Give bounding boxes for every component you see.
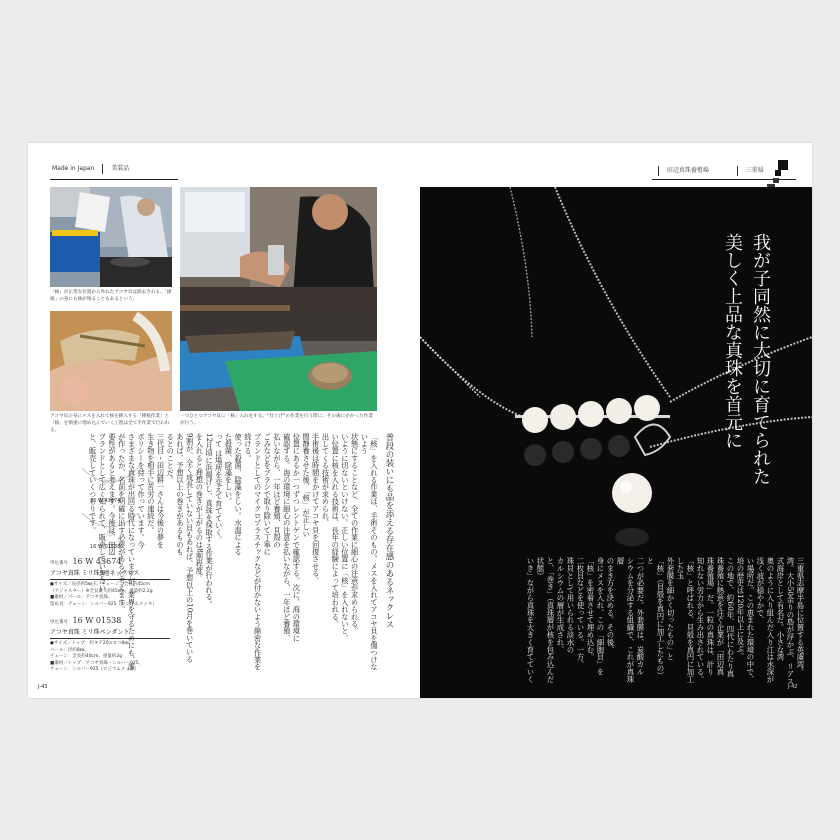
- product-1-label: 申込番号: [50, 561, 68, 566]
- right-body-col-9: 知れない労力から生み出されている。: [696, 557, 705, 683]
- left-body-col-2: 「核」を入れる作業は、手術そのもの。メスを入れてアコヤ貝を傷つけないよう: [360, 433, 379, 671]
- left-body-col-22: 三代目・田辺耕一さんは今後の夢を: [156, 433, 166, 549]
- caption-sorting: 「核」が正常な位置から外れたアコヤ貝は除去される。「掻核」の身にも核が残ることもあるという。: [50, 290, 172, 302]
- right-body-col-5: 培の歴史は120年以上に及ぶ。: [736, 557, 745, 660]
- right-body-col-17: 「核」を密着させて埋め込む。: [586, 557, 595, 661]
- header-section-right: 田辺真珠養殖場: [666, 167, 709, 174]
- right-body-col-7: 珠養殖に熱意を注ぐ企業が「田辺真: [716, 557, 725, 676]
- left-body-col-10: 確認する。海の環境に細心の注意を払いながら、一年ほど養殖、: [282, 433, 292, 642]
- page-number-right: J-42: [788, 684, 798, 690]
- left-body-col-5: い位置に核を入れる技術は、長年の経験によって培われる。: [331, 433, 341, 628]
- product-2-label: 申込番号: [50, 620, 68, 625]
- product-2-spec-4: ■素材／トップ：アコヤ真珠・シルバー925、: [50, 660, 144, 666]
- right-body-text: [526, 557, 805, 685]
- right-body-col-12: 「核」（貝殻を真円に加工したもの）と: [646, 557, 665, 680]
- left-body-col-23: 生き物を相手に苦労の連続だ。: [146, 433, 156, 534]
- magazine-spread: [28, 143, 812, 698]
- left-body-col-16: って は場所を変えて育てていく。: [214, 433, 224, 544]
- right-body-col-16: 身にメスを入れ、この「細胞貝」を: [596, 557, 605, 676]
- left-body-col-24: ポリシーを持って作っています。今: [137, 433, 147, 549]
- left-body-col-27: ブランドとして広く知られて、販売していきたい: [98, 433, 108, 592]
- left-body-col-6: 出してくる技術が求められ、: [321, 433, 331, 527]
- headline-line-2: 美しく上品な真珠を首元に: [722, 233, 743, 449]
- left-body-col-26: 要性があると考えます。今後は、田辺: [108, 433, 118, 556]
- right-body-col-14: シウムを分泌する組織で、これが真珠層: [616, 557, 635, 683]
- left-body-col-13: ブランドとしてのマイクロプラスチックなどが付かないよう綿密な作業を続ける。: [243, 433, 263, 671]
- right-body-col-22: いき」ながら真珠を大きく育てていく: [526, 557, 535, 683]
- right-body-col-18: 二枚貝などを使っている。一方、: [576, 557, 585, 668]
- left-body-col-17: 12月頃に浜揚げし、真珠を採取する作業が行われる。: [205, 433, 215, 608]
- product-2-code: 16 W 01538: [72, 616, 122, 625]
- right-body-col-19: 珠貝として用いられる淡水の: [566, 557, 575, 654]
- left-body-col-18: を入れると理想の巻きが上がるのは8割程度。: [195, 433, 205, 582]
- left-body-col-20: あれば、予想以上の巻きがあるものも: [175, 433, 185, 556]
- photo-oyster-trays: [180, 311, 377, 411]
- right-body-col-8: 珠養殖場」だ。一粒の真珠は、計り: [706, 557, 715, 676]
- product-1-spec-1: ●サイズ／長径約5㎜玉、チェーン：全長約45cm: [50, 582, 150, 587]
- product-1-name: アコヤ真珠 ミリ珠5連ネックレス: [50, 568, 170, 580]
- left-body-col-11: 払いながら、一年ほど養殖、貝殻の: [272, 433, 282, 549]
- left-body-col-21: るとのことだ。: [166, 433, 176, 484]
- product-1-code: 16 W 43674: [72, 557, 122, 566]
- caption-grafting: アコヤ貝の身にメスを入れて核を挿入する「挿核作業」と「核」を慎重に埋め込んでいく工程は全て手作業で行われる。: [50, 414, 170, 433]
- header-category: 美装品: [111, 165, 130, 172]
- product-2-illustration-code: 16 W 01538: [90, 544, 121, 550]
- left-page: [28, 143, 420, 698]
- product-1-spec-3: ■素材／パール：アコヤ真珠、: [50, 595, 113, 600]
- left-body-col-15: た殺菌、除藻をしい。: [224, 433, 234, 505]
- product-2-spec-1: ●サイズ／トップ：約タテ20×ヨコ8㎜、: [50, 641, 134, 646]
- header-rule: [50, 179, 178, 180]
- right-body-col-13: 二つが必要だ。外套膜は、炭酸カル: [636, 557, 645, 676]
- right-body-col-15: のまき方を決める。その後、: [606, 557, 615, 654]
- left-body-col-14: 使った殺菌、除藻をしい。水温による: [234, 433, 244, 556]
- page-number-left: J-43: [38, 684, 48, 690]
- left-body-col-7: 手術後は時間をかけてアコヤ貝を回復させる。: [311, 433, 321, 585]
- right-body-col-10: 「核」と呼ばれる、貝殻を真円に加工した玉: [676, 557, 695, 683]
- header-section: Made in Japan: [52, 165, 95, 172]
- right-body-col-1: 三重県志摩半島に位置する英虞湾。: [796, 557, 805, 676]
- pearl-necklace-photo: [420, 187, 812, 698]
- header-region: 三重県: [745, 167, 764, 174]
- photo-worker-sorting: [50, 187, 172, 287]
- right-body-col-2: 湾。大小50余りの島が浮かぶ、リアス式海岸として有名だ。小さな湾: [776, 557, 795, 685]
- left-header: [52, 163, 129, 174]
- left-body-col-4: いように切ないといけない。正しい位置に「核」を入れないと、: [340, 433, 350, 642]
- left-body-col-12: ごみなどをブラシで取り除いて丁寧に: [263, 433, 273, 556]
- header-divider-right-2: [737, 166, 738, 176]
- product-1-illustration-code: 16 W 43674: [90, 498, 121, 504]
- photo-hands-tool: [50, 311, 172, 411]
- product-2-spec-3: チェーン：全長約40cm、重量約2g: [50, 654, 123, 659]
- product-1-spec-2: （アジャスター）※全長最大約45cm、重量約2.2g: [50, 588, 153, 594]
- left-body-col-8: 間静養させた後、「核」が正しい: [302, 433, 312, 538]
- headline-line-1: 我が子同然に大切に育てられた: [750, 233, 771, 485]
- headline: [718, 233, 774, 533]
- product-1-spec-4: 留め具：チェーン：シルバー925（ロジウムメッキ）: [50, 601, 157, 607]
- left-body-col-25: さまざまな真珠が出回る時代になっていますが、業界を守るためにも、誰が作ったか、名前を明確に出す必要があると考えます。: [117, 433, 137, 671]
- right-body-col-11: 外套膜を細かく切ったもの」と: [666, 557, 675, 661]
- right-page: [420, 143, 812, 698]
- right-body-col-6: この地で、約60年、四代にわたり真: [726, 557, 735, 678]
- right-body-col-21: と、「巻き」（真珠層が核を包み込んだ状態）: [536, 557, 555, 683]
- product-2-name: アコヤ真珠 ミリ珠ペンダント: [50, 627, 170, 639]
- left-body-col-3: 状態にすることなど、全ての作業に細心の注意が求められる。: [350, 433, 360, 635]
- right-body-col-20: カルシウムの層が生成され、: [556, 557, 565, 654]
- left-body-col-1: 普段の装いにも品を添える存在感のあるネックレス: [384, 433, 394, 629]
- product-2-spec-2: パール：径約8㎜、: [50, 647, 89, 653]
- caption-tray: 一つひとつアコヤ貝に「核」入れをする。“仕上げ”の作業を行う際に、その歯にかかった作業が行う。: [180, 414, 373, 426]
- left-body-col-9: 位置にあるか一つずつレントゲンで確認する。次に、海の環境に: [292, 433, 302, 642]
- left-body-col-19: 9割が、全く成長していない貝もあれば、予想以上の10月を巻いている: [185, 433, 195, 663]
- product-2-spec-5: チェーン：シルバー925（ロジウムメッキ）: [50, 667, 139, 672]
- right-body-col-4: い場所だ。この恵まれた環境の中で、: [746, 557, 755, 683]
- header-divider-right-1: [658, 166, 659, 176]
- right-body-col-3: 奥のように入り組んだ入り江は水深が浅く波が穏やかで、: [756, 557, 775, 683]
- left-body-col-28: と、販売していくつもりです。: [88, 433, 98, 534]
- header-divider: [102, 164, 103, 174]
